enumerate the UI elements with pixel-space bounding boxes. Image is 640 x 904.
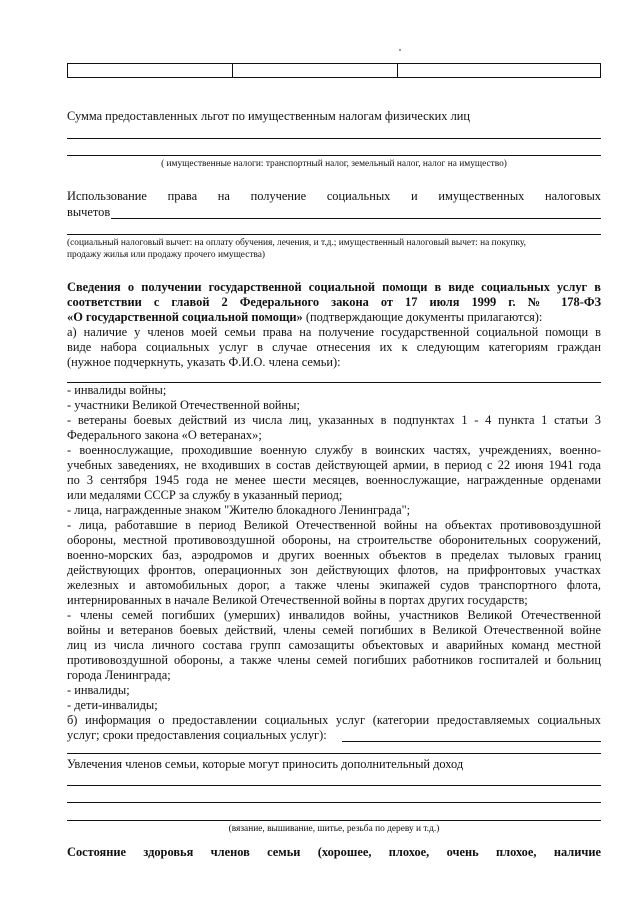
deductions-line-2: вычетов <box>67 205 111 219</box>
deductions-note-line-1: (социальный налоговый вычет: на оплату обучения, лечения, и т.д.; имущественный налоговый вычет: на покупку, <box>67 238 526 248</box>
health-word: Состояние <box>67 845 127 859</box>
table-cell <box>233 64 398 78</box>
category-line: обороны, местной противовоздушной обороны, на строительстве оборонительных сооружений, <box>67 533 601 547</box>
category-line: железных и автомобильных дорог, а также члены экипажей судов транспортного флота, <box>67 578 601 592</box>
fill-line <box>67 753 601 754</box>
item-b-last-line: услуг; сроки предоставления социальных услуг): <box>67 728 327 742</box>
hobbies-note: (вязание, вышивание, шитье, резьба по дереву и т.д.) <box>228 824 440 834</box>
item-a-line-2: виде набора социальных услуг в случае отнесения их к следующим категориям граждан <box>67 340 601 354</box>
category-line: - члены семей погибших (умерших) инвалидов войны, участников Великой Отечественной <box>67 608 601 622</box>
category-line: - ветераны боевых действий из числа лиц, указанных в подпунктах 1 - 4 пункта 1 статьи 3 <box>67 413 601 427</box>
item-a-line-3: (нужное подчеркнуть, указать Ф.И.О. члена семьи): <box>67 355 341 369</box>
deductions-word: налоговых <box>545 189 601 203</box>
category-line: - участники Великой Отечественной войны; <box>67 398 300 412</box>
category-line: учебных заведениях, не входивших в состав действующей армии, в период с 22 июня 1941 года <box>67 458 601 472</box>
deductions-word: и <box>411 189 418 203</box>
top-table <box>67 63 601 78</box>
category-line: - лица, награжденные знаком "Жителю блокадного Ленинграда"; <box>67 503 411 517</box>
health-word: здоровья <box>143 845 194 859</box>
table-row <box>68 64 601 78</box>
fill-line <box>111 218 601 219</box>
category-line: войны и ветеранов боевых действий, члены семей погибших в Великой Отечественной войне <box>67 623 601 637</box>
health-word: членов <box>210 845 250 859</box>
category-line: - дети-инвалиды; <box>67 698 158 712</box>
social-help-title-tail: (подтверждающие документы прилагаются): <box>302 310 543 324</box>
category-line: - лица, работавшие в период Великой Отечественной войны на объектах противовоздушной <box>67 518 601 532</box>
fill-line <box>67 155 601 156</box>
deductions-note-line-2: продажу жилья или продажу прочего имущества) <box>67 250 266 260</box>
hobbies-heading: Увлечения членов семьи, которые могут приносить дополнительный доход <box>67 757 464 771</box>
deductions-word: получение <box>250 189 307 203</box>
health-word: очень <box>446 845 479 859</box>
fill-line <box>67 138 601 139</box>
social-help-title-line-2: соответствии с главой 2 Федерального закона от 17 июля 1999 г. № 178-ФЗ <box>67 295 601 309</box>
deductions-word: права <box>167 189 198 203</box>
deductions-line-1 <box>67 189 601 204</box>
health-word: плохое, <box>495 845 537 859</box>
fill-line <box>67 820 601 821</box>
health-word: плохое, <box>388 845 430 859</box>
scan-dot <box>399 49 401 51</box>
category-line: города Ленинграда; <box>67 668 171 682</box>
health-heading <box>67 845 601 860</box>
categories-list <box>67 383 601 728</box>
health-word: семьи <box>267 845 301 859</box>
table-cell <box>68 64 233 78</box>
social-help-law-name: «О государственной социальной помощи» <box>67 310 303 324</box>
taxes-note: ( имущественные налоги: транспортный налог, земельный налог, налог на имущество) <box>161 159 507 169</box>
deductions-word: на <box>217 189 230 203</box>
category-line: военно-морских баз, аэродромов и других военных объектов в пределах тыловых границ <box>67 548 601 562</box>
category-line: интернированных в начале Великой Отечественной войны в портах других государств; <box>67 593 528 607</box>
fill-line <box>67 234 601 235</box>
category-line: противовоздушной обороны, а также члены семей погибших работников госпиталей и больниц <box>67 653 601 667</box>
table-cell <box>398 64 601 78</box>
deductions-word: Использование <box>67 189 147 203</box>
fill-line <box>67 785 601 786</box>
fill-line <box>342 741 601 742</box>
category-line: или медалями СССР за службу в указанный период; <box>67 488 343 502</box>
category-line: - инвалиды; <box>67 683 130 697</box>
category-line: б) информация о предоставлении социальных услуг (категории предоставляемых социальных <box>67 713 601 727</box>
deductions-word: имущественных <box>438 189 525 203</box>
health-word: (хорошее, <box>317 845 372 859</box>
health-word: наличие <box>553 845 601 859</box>
taxes-heading: Сумма предоставленных льгот по имущественным налогам физических лиц <box>67 109 471 123</box>
category-line: - инвалиды войны; <box>67 383 167 397</box>
category-line: Федерального закона «О ветеранах»; <box>67 428 262 442</box>
category-line: - военнослужащие, проходившие военную службу в воинских частях, учреждениях, военно- <box>67 443 601 457</box>
category-line: действующих фронтов, операционных зон действующих флотов, на прифронтовых участках <box>67 563 601 577</box>
social-help-title-line-3 <box>67 310 601 325</box>
item-a-line-1: а) наличие у членов моей семьи права на получение государственной социальной помощи в <box>67 325 601 339</box>
category-line: лиц из числа личного состава групп самозащиты объектовых и аварийных команд местной <box>67 638 601 652</box>
deductions-word: социальных <box>326 189 391 203</box>
fill-line <box>67 802 601 803</box>
category-line: по 3 сентября 1945 года не менее шести месяцев, военнослужащие, награжденные орденами <box>67 473 601 487</box>
social-help-title-line-1: Сведения о получении государственной социальной помощи в виде социальных услуг в <box>67 280 601 294</box>
